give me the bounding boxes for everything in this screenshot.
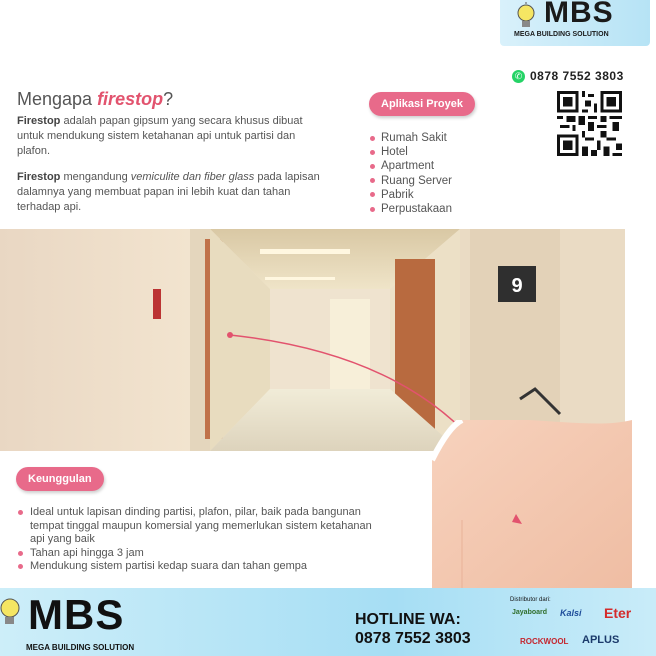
floor-sign-number: 9: [511, 275, 523, 297]
intro-paragraph-1: [17, 114, 327, 159]
hotline-block[interactable]: [355, 610, 471, 648]
list-item: Tahan api hingga 3 jam: [18, 547, 388, 561]
whatsapp-contact[interactable]: [512, 69, 624, 83]
para2-italic: vemiculite dan fiber glass: [130, 171, 255, 183]
hotline-number: 0878 7552 3803: [355, 630, 471, 647]
advantages-label-badge: Keunggulan: [16, 467, 104, 491]
firestop-board-swatch: [432, 420, 632, 590]
hotline-label: HOTLINE WA:: [355, 611, 461, 628]
lightbulb-icon: [514, 2, 538, 32]
para1-text: adalah papan gipsum yang secara khusus dibuat untuk mendukung sistem ketahanan api untuk partisi dan plafon.: [17, 115, 303, 157]
logo-subtitle: MEGA BUILDING SOLUTION: [514, 31, 609, 38]
top-logo: [500, 0, 650, 46]
para1-bold: Firestop: [17, 115, 61, 127]
projects-list: [370, 131, 452, 216]
list-item: Ideal untuk lapisan dinding partisi, plafon, pilar, baik pada bangunan tempat tinggal maupun komersial yang memerlukan sistem ketahanan api yang baik: [18, 506, 388, 547]
distributor-label: Distributor dari:: [510, 597, 551, 603]
brand-jayaboard-logo: Jayaboard: [512, 609, 548, 616]
corridor-photo: [0, 229, 625, 451]
advantages-list: [18, 506, 388, 574]
footer-logo-text: MBS: [28, 591, 125, 638]
lightbulb-icon: [0, 596, 24, 630]
title-highlight: firestop: [97, 89, 164, 109]
logo-text: MBS: [544, 0, 614, 29]
page-title: [17, 89, 173, 110]
projects-label-badge: Aplikasi Proyek: [369, 92, 475, 116]
para2-text1: mengandung: [60, 171, 131, 183]
intro-paragraph-2: [17, 170, 327, 215]
brand-kalsi-logo: Kalsi: [560, 608, 582, 618]
para2-bold: Firestop: [17, 171, 61, 183]
qr-code-icon[interactable]: [557, 90, 622, 157]
brand-aplus-logo: APLUS: [582, 634, 620, 646]
footer-logo-subtitle: MEGA BUILDING SOLUTION: [26, 643, 135, 652]
brand-rockwool-logo: ROCKWOOL: [520, 637, 569, 646]
list-item: Apartment: [370, 159, 452, 173]
title-prefix: Mengapa: [17, 89, 98, 109]
para2-text2: pada lapisan dalamnya yang membuat papan ini lebih kuat dan tahan terhadap api.: [17, 171, 320, 213]
list-item: Ruang Server: [370, 174, 452, 188]
brand-eter-logo: Eter: [604, 605, 632, 621]
list-item: Hotel: [370, 145, 452, 159]
list-item: Mendukung sistem partisi kedap suara dan tahan gempa: [18, 560, 388, 574]
title-suffix: ?: [163, 89, 174, 109]
whatsapp-number: 0878 7552 3803: [530, 69, 624, 83]
list-item: Perpustakaan: [370, 202, 452, 216]
list-item: Pabrik: [370, 188, 452, 202]
list-item: Rumah Sakit: [370, 131, 452, 145]
whatsapp-icon: ✆: [512, 70, 525, 83]
